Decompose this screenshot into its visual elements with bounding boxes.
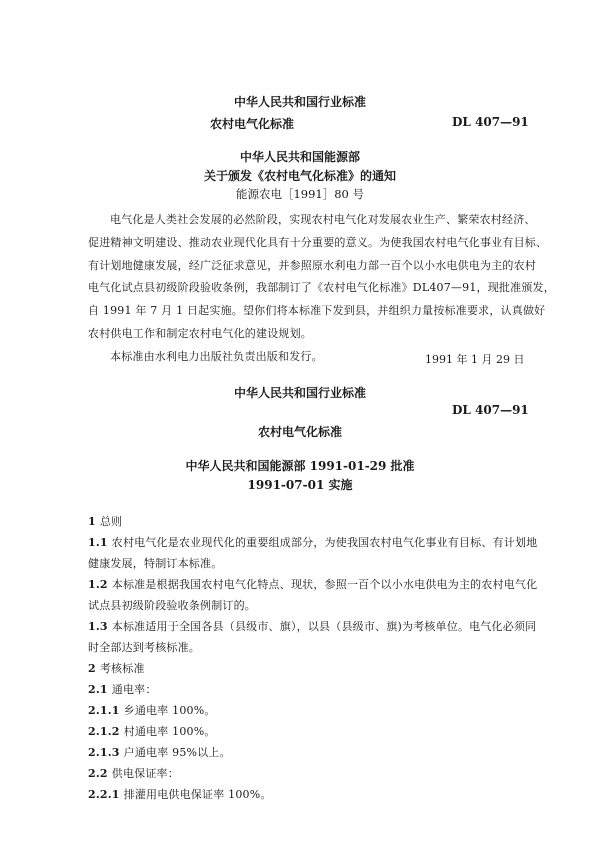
- standard-header-title: 中华人民共和国行业标准: [233, 95, 366, 109]
- clause-text: 本标准是根据我国农村电气化特点、现状，参照一百个以小水电供电为主的农村电气化: [111, 578, 538, 591]
- notice-paragraph: [88, 209, 555, 369]
- clause-number: 1.3: [88, 620, 108, 633]
- clause: [88, 532, 538, 574]
- clause: [88, 616, 537, 658]
- clause-text: 排灌用电供电保证率 100%。: [123, 788, 272, 801]
- clause-text: 试点县初级阶段验收条例制订的。: [88, 599, 256, 612]
- clause: [88, 679, 513, 700]
- standard-body: [88, 511, 538, 805]
- notice-doc-number: 能源农电［1991］80 号: [235, 187, 365, 201]
- implementation-line: 1991-07-01 实施: [247, 478, 353, 492]
- clause-number: 2.2.1: [88, 788, 120, 801]
- clause-number: 1.2: [88, 578, 108, 591]
- clause-number: 2.1.2: [88, 725, 120, 738]
- standard-code: DL 407—91: [452, 115, 529, 129]
- clause: [88, 784, 513, 805]
- approval-line: 中华人民共和国能源部 1991-01-29 批准: [185, 459, 415, 473]
- notice-date: 1991 年 1 月 29 日: [425, 353, 525, 366]
- clause-text: 通电率：: [111, 683, 157, 696]
- clause-number: 2.2: [88, 767, 108, 780]
- clause-text: 乡通电率 100%。: [123, 704, 216, 717]
- clause-text: 供电保证率：: [111, 767, 179, 780]
- clause-text: 本标准适用于全国各县（县级市、旗），以县（县级市、旗)为考核单位。电气化必须同: [111, 620, 537, 633]
- standard-subtitle-2: 农村电气化标准: [257, 425, 342, 439]
- text-line: 有计划地健康发展，经广泛征求意见，并参照原水利电力部一百个以小水电供电为主的农村: [88, 258, 536, 272]
- clause: [88, 721, 513, 742]
- standard-header-title-2: 中华人民共和国行业标准: [233, 386, 366, 400]
- clause: [88, 511, 513, 532]
- clause-number: 2.1: [88, 683, 108, 696]
- clause-number: 2.1.3: [88, 746, 120, 759]
- clause-number: 1: [88, 515, 96, 528]
- text-line: 电气化试点县初级阶段验收条例，我部制订了《农村电气化标准》DL407—91，现批准颁发，: [88, 281, 555, 295]
- text-line: 自 1991 年 7 月 1 日起实施。望你们将本标准下发到县，并组织力量按标准要求，认真做好: [88, 304, 546, 318]
- text-line: 农村供电工作和制定农村电气化的建设规划。: [88, 326, 312, 340]
- clause: [88, 700, 513, 721]
- standard-code-2: DL 407—91: [452, 403, 529, 417]
- text-line: 促进精神文明建设、推动农业现代化具有十分重要的意义。为使我国农村电气化事业有目标、: [88, 235, 548, 249]
- clause: [88, 742, 513, 763]
- clause: [88, 763, 513, 784]
- notice-issuer: 中华人民共和国能源部: [239, 150, 360, 164]
- text-line: 本标准由水利电力出版社负责出版和发行。: [110, 349, 323, 363]
- clause-text: 农村电气化是农业现代化的重要组成部分，为使我国农村电气化事业有目标、有计划地: [111, 536, 538, 549]
- clause-number: 2.1.1: [88, 704, 120, 717]
- clause-text: 总则: [99, 515, 123, 528]
- clause-text: 时全部达到考核标准。: [88, 641, 200, 654]
- clause: [88, 658, 513, 679]
- clause-text: 村通电率 100%。: [123, 725, 216, 738]
- clause-text: 健康发展，特制订本标准。: [88, 557, 223, 570]
- standard-header-subtitle: 农村电气化标准: [210, 117, 295, 131]
- clause-number: 1.1: [88, 536, 108, 549]
- notice-title: 关于颁发《农村电气化标准》的通知: [203, 169, 396, 183]
- text-line: 电气化是人类社会发展的必然阶段，实现农村电气化对发展农业生产、繁荣农村经济、: [110, 213, 536, 226]
- clause-number: 2: [88, 662, 96, 675]
- clause: [88, 574, 538, 616]
- clause-text: 户通电率 95%以上。: [123, 746, 231, 759]
- clause-text: 考核标准: [99, 662, 145, 675]
